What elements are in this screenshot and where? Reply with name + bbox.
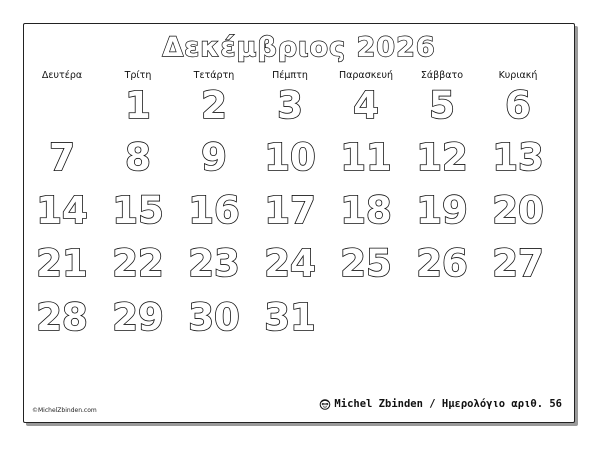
day-cell: 11 (340, 136, 392, 179)
weekday-saturday: Σάββατο (420, 70, 464, 81)
weekday-tuesday: Τρίτη (124, 70, 152, 81)
day-cell: 18 (340, 189, 392, 232)
day-cell: 9 (201, 136, 227, 179)
day-cell: 6 (505, 84, 531, 127)
weekday-friday: Παρασκευή (339, 70, 393, 81)
day-cell: 2 (201, 84, 227, 127)
day-cell: 8 (125, 136, 151, 179)
credit-text: Michel Zbinden / Ημερολόγιο αριθ. 56 (334, 398, 562, 410)
day-cell: 1 (125, 84, 151, 127)
weekday-thursday: Πέμπτη (272, 70, 308, 81)
day-grid (24, 24, 576, 424)
day-cell: 19 (416, 189, 468, 232)
weekday-sunday: Κυριακή (498, 70, 538, 81)
day-cell: 17 (264, 189, 316, 232)
day-cell: 25 (340, 242, 392, 285)
calendar-page (23, 23, 575, 423)
day-cell: 14 (36, 189, 88, 232)
day-cell: 22 (112, 242, 164, 285)
day-cell: 24 (264, 242, 316, 285)
credit-line (319, 398, 562, 410)
day-cell: 20 (492, 189, 544, 232)
day-cell: 23 (188, 242, 240, 285)
day-cell: 3 (277, 84, 303, 127)
day-cell: 29 (112, 296, 164, 339)
face-icon (319, 398, 331, 410)
day-cell: 5 (429, 84, 455, 127)
day-cell: 30 (188, 296, 240, 339)
day-cell: 15 (112, 189, 164, 232)
weekday-wednesday: Τετάρτη (193, 70, 235, 81)
day-cell: 31 (264, 296, 316, 339)
day-cell: 10 (264, 136, 316, 179)
day-cell: 26 (416, 242, 468, 285)
day-cell: 7 (49, 136, 75, 179)
website-label: ©MichelZbinden.com (32, 407, 97, 414)
day-cell: 4 (353, 84, 379, 127)
day-cell: 28 (36, 296, 88, 339)
weekday-monday: Δευτέρα (41, 70, 83, 81)
day-cell: 12 (416, 136, 468, 179)
day-cell: 27 (492, 242, 544, 285)
day-cell: 16 (188, 189, 240, 232)
day-cell: 21 (36, 242, 88, 285)
day-cell: 13 (492, 136, 544, 179)
month-title: Δεκέμβριος 2026 (162, 32, 436, 63)
